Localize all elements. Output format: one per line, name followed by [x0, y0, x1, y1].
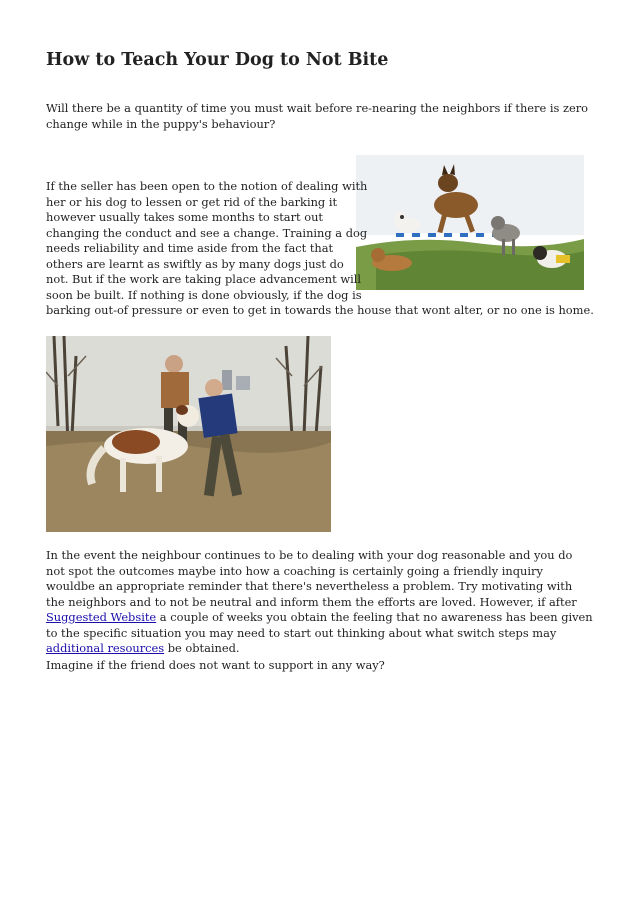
- paragraph-line: If the seller has been open to the notion of dealing with: [46, 179, 368, 193]
- paragraph-line: needs reliability and time aside from the fact that: [46, 241, 334, 255]
- paragraph-line: others are learnt as swiftly as by many dogs just do: [46, 256, 344, 271]
- seller-paragraph: [46, 179, 594, 319]
- paragraph-line: barking out-of pressure or even to get in towards the house that wont alter, or no one is home.: [46, 303, 594, 317]
- paragraph-text: a couple of weeks you obtain the feeling that no awareness has been given to the specific situation you may need to start out thinking about what switch steps may: [46, 610, 593, 640]
- paragraph-line: her or his dog to lessen or get rid of the barking it: [46, 194, 338, 209]
- closing-paragraph: Imagine if the friend does not want to support in any way?: [46, 658, 385, 672]
- neighbour-paragraph: [46, 548, 594, 657]
- paragraph-text: In the event the neighbour continues to be to dealing with your dog reasonable and you do not spot the outcomes maybe into how a coaching is certainly going a friendly inquiry wouldbe an appropriate reminder that there's nevertheless a problem. Try motivating with the neighbors and to not be neutral and inform them the efforts are loved. However, if after: [46, 548, 577, 609]
- suggested-website-link[interactable]: Suggested Website: [46, 610, 157, 624]
- intro-paragraph: Will there be a quantity of time you must wait before re-nearing the neighbors if there is zero change while in the puppy's behaviour?: [46, 101, 589, 131]
- paragraph-line: however usually takes some months to start out: [46, 210, 323, 224]
- article-title: How to Teach Your Dog to Not Bite: [46, 50, 389, 70]
- paragraph-text: be obtained.: [164, 641, 240, 655]
- paragraph-line: not. But if the work are taking place advancement will: [46, 272, 361, 286]
- paragraph-line: soon be built. If nothing is done obviously, if the dog is: [46, 287, 362, 302]
- additional-resources-link[interactable]: additional resources: [46, 641, 165, 655]
- bite-training-photo: [46, 336, 331, 532]
- paragraph-line: changing the conduct and see a change. Training a dog: [46, 225, 368, 240]
